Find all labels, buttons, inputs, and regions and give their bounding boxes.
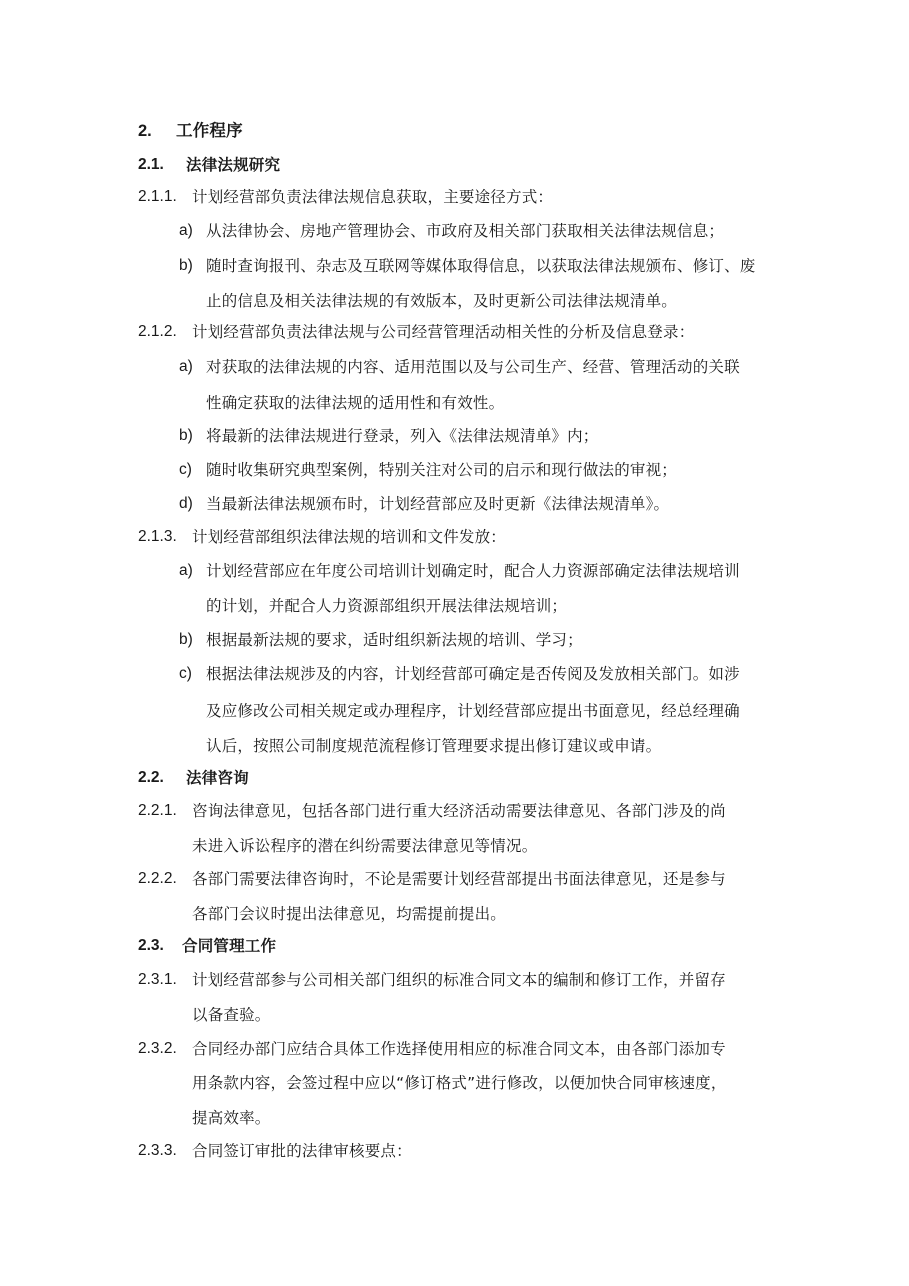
list-marker: c) (179, 665, 192, 682)
list-marker: a) (179, 358, 193, 375)
list-item-text: 将最新的法律法规进行登录，列入《法律法规清单》内； (206, 427, 599, 445)
item-text: 合同经办部门应结合具体工作选择使用相应的标准合同文本，由各部门添加专 (192, 1040, 726, 1058)
item-text: 未进入诉讼程序的潜在纠纷需要法律意见等情况。 (192, 837, 538, 855)
item-text: 计划经营部组织法律法规的培训和文件发放： (192, 528, 507, 546)
list-item-text: 的计划，并配合人力资源部组织开展法律法规培训； (206, 597, 568, 615)
list-item-text: 计划经营部应在年度公司培训计划确定时，配合人力资源部确定法律法规培训 (206, 562, 740, 580)
list-item-text: 随时收集研究典型案例，特别关注对公司的启示和现行做法的审视； (206, 461, 678, 479)
item-text: 提高效率。 (192, 1109, 271, 1127)
list-item-text: 及应修改公司相关规定或办理程序，计划经营部应提出书面意见，经总经理确 (206, 702, 740, 720)
list-marker: d) (179, 495, 193, 512)
item-text: 计划经营部负责法律法规与公司经营管理活动相关性的分析及信息登录： (192, 323, 695, 341)
item-text: 计划经营部参与公司相关部门组织的标准合同文本的编制和修订工作，并留存 (192, 971, 726, 989)
list-item-text: 从法律协会、房地产管理协会、市政府及相关部门获取相关法律法规信息； (206, 222, 725, 240)
item-text: 用条款内容，会签过程中应以“修订格式”进行修改，以便加快合同审核速度， (192, 1074, 727, 1092)
list-marker: b) (179, 427, 193, 444)
list-item-text: 根据最新法规的要求，适时组织新法规的培训、学习； (206, 631, 583, 649)
item-number: 2.1.1. (138, 188, 177, 205)
section-number: 2. (138, 122, 152, 140)
item-text: 合同签订审批的法律审核要点： (192, 1142, 412, 1160)
item-text: 各部门需要法律咨询时，不论是需要计划经营部提出书面法律意见，还是参与 (192, 870, 726, 888)
subsection-number: 2.3. (138, 937, 164, 954)
list-marker: c) (179, 461, 192, 478)
item-number: 2.3.3. (138, 1142, 177, 1159)
item-number: 2.3.2. (138, 1040, 177, 1057)
item-number: 2.3.1. (138, 971, 177, 988)
list-item-text: 对获取的法律法规的内容、适用范围以及与公司生产、经营、管理活动的关联 (206, 358, 740, 376)
item-number: 2.2.1. (138, 802, 177, 819)
subsection-number: 2.2. (138, 769, 164, 786)
list-item-text: 性确定获取的法律法规的适用性和有效性。 (206, 394, 505, 412)
list-marker: a) (179, 562, 193, 579)
subsection-title: 合同管理工作 (182, 937, 277, 955)
subsection-title: 法律咨询 (186, 769, 249, 787)
list-item-text: 当最新法律法规颁布时，计划经营部应及时更新《法律法规清单》。 (206, 495, 670, 513)
item-text: 咨询法律意见，包括各部门进行重大经济活动需要法律意见、各部门涉及的尚 (192, 802, 726, 820)
list-marker: a) (179, 222, 193, 239)
subsection-number: 2.1. (138, 156, 164, 173)
list-item-text: 止的信息及相关法律法规的有效版本，及时更新公司法律法规清单。 (206, 292, 678, 310)
item-text: 各部门会议时提出法律意见，均需提前提出。 (192, 905, 507, 923)
item-number: 2.2.2. (138, 870, 177, 887)
list-marker: b) (179, 631, 193, 648)
list-item-text: 认后，按照公司制度规范流程修订管理要求提出修订建议或申请。 (206, 737, 662, 755)
list-item-text: 随时查询报刊、杂志及互联网等媒体取得信息，以获取法律法规颁布、修订、废 (206, 257, 756, 275)
list-item-text: 根据法律法规涉及的内容，计划经营部可确定是否传阅及发放相关部门。如涉 (206, 665, 740, 683)
section-title: 工作程序 (176, 121, 243, 140)
subsection-title: 法律法规研究 (186, 156, 281, 174)
item-text: 计划经营部负责法律法规信息获取，主要途径方式： (192, 188, 554, 206)
item-text: 以备查验。 (192, 1006, 271, 1024)
item-number: 2.1.2. (138, 323, 177, 340)
list-marker: b) (179, 257, 193, 274)
item-number: 2.1.3. (138, 528, 177, 545)
